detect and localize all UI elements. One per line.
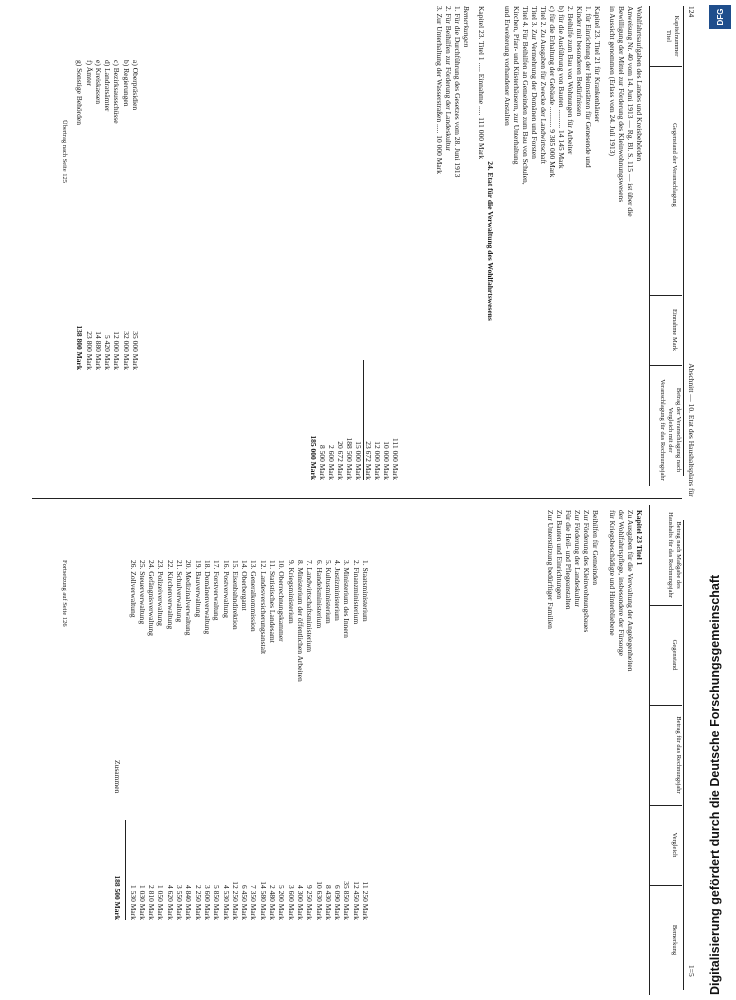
right-list xyxy=(128,560,370,760)
dfg-logo: DFG xyxy=(709,5,731,29)
left-col-header-1: Kapitelnummer Titel xyxy=(665,15,680,57)
left-col-divider-1 xyxy=(650,66,682,67)
right-col-divider-1 xyxy=(650,605,682,606)
page-number-left: 124 xyxy=(687,6,696,18)
page-number-right: 1=5 xyxy=(687,965,696,977)
list-item: d) Landratsämter xyxy=(103,60,113,112)
list-item: 12. Landesversicherungsanstalt xyxy=(258,560,268,655)
list-item: 17. Forstverwaltung xyxy=(212,560,222,621)
right-col-header-2: Gegenstand xyxy=(671,639,678,671)
right-col-header-3: Betrag für das Rechnungsjahr xyxy=(675,716,682,794)
list-item: a) Oberpräsidien xyxy=(131,60,140,111)
left-col-divider-3 xyxy=(650,365,682,366)
footnote-left: Übertrag nach Seite 125 xyxy=(61,120,68,183)
list-item: 13. Generalkommission xyxy=(249,560,259,632)
header-rule-right xyxy=(683,520,684,990)
right-col-divider-4 xyxy=(650,885,682,886)
list-item: 23. Polizeiverwaltung xyxy=(156,560,166,626)
list-item: 9. Kriegsministerium xyxy=(286,560,296,624)
list-item: f) Ämter xyxy=(84,60,94,87)
right-total-label: Zusammen xyxy=(113,760,122,794)
list-item: 15. Eisenbahndirektion xyxy=(230,560,240,630)
left-bottom-values: 35 000 Mark 32 000 Mark 12 000 Mark 5 420 Mark 14 880 Mark 23 800 Mark 138 800 Mark xyxy=(75,325,140,370)
list-item: 21. Schulverwaltung xyxy=(175,560,185,623)
left-col-header-2: Gegenstand der Veranschlagung xyxy=(671,123,678,207)
left-body: Wohlfahrtsaufgaben des Landes und Kreisbehörden Anweisung Nr. 40 vom 14. Juni 1913 — Rg. Bl. S. 115 — ist über die Bewilligung der Mittel zur Förderung des Kleinwohnungswesens in Aussicht genommen (Erlass vom 24. Juli 1913) Kapitel 23. Titel 21 für Krankenhäuser 1. für Einrichtung der Heimstätten für Genesende und Kinder mit besonderen Bedürfnissen 2. Beihilfe zum Bau von Wohnungen für Arbeiter b) für die Ausführung von Bauten .......... 14 145 Mark c) für die Erhaltung der Gebäude ........... 9 385 000 Mark Titel 2. Zu Ausgaben für Zwecke der Landwirtschaft Titel 3. Zur Vermehrung der Domänen und Forsten Titel 4. Für Beihilfen an Gemeinden zum Bau von Schulen, Kirchen, Pfarr- und Küsterhäusern, zur Unterhaltung und Erweiterung vorhandener Anstalten 24. Etat für die Verwaltung des Wohlfahrtswesens Kapitel 23. Titel 1 ..... Einnahme ..... 111 000 Mark Bemerkungen 1. Für die Durchführung des Gesetzes vom 28. Juni 1913 2. Für Beihilfen zur Förderung der Landeskultur 3. Zur Unterhaltung der Wasserstraßen ..... 10 000 Mark xyxy=(435,6,644,321)
list-item: 25. Steuerverwaltung xyxy=(137,560,147,625)
list-item: 1. Staatsministerium xyxy=(361,560,370,622)
right-col-header-4: Vergleich xyxy=(671,832,678,858)
center-divider xyxy=(32,498,682,499)
right-col-divider-3 xyxy=(650,805,682,806)
list-item: 20. Medizinalverwaltung xyxy=(184,560,194,636)
list-item: 19. Bauverwaltung xyxy=(193,560,203,618)
list-item: 2. Finanzministerium xyxy=(351,560,361,625)
left-col-header-3: Einnahme Mark xyxy=(671,308,678,352)
right-col-divider-2 xyxy=(650,705,682,706)
left-bottom-list xyxy=(75,60,140,260)
list-item: c) Bezirksausschüsse xyxy=(112,60,122,124)
list-item: 4. Justizministerium xyxy=(333,560,343,621)
header-rule-left xyxy=(683,6,684,476)
list-item: g) Sonstige Behörden xyxy=(75,60,85,125)
list-item: 7. Landwirtschaftsministerium xyxy=(305,560,315,653)
footnote-right: Fortsetzung auf Seite 126 xyxy=(61,560,68,627)
list-item: 18. Domänenverwaltung xyxy=(202,560,212,635)
list-item: 24. Gefängnisverwaltung xyxy=(147,560,157,636)
list-item: b) Regierungen xyxy=(121,60,131,107)
list-item: 26. Zollverwaltung xyxy=(128,560,138,618)
list-item: 14. Oberbergamt xyxy=(240,560,250,611)
right-col-header-5: Bemerkung xyxy=(671,924,678,956)
left-table-header-rule xyxy=(649,6,650,486)
list-item: 3. Ministerium des Innern xyxy=(342,560,352,638)
list-item: e) Kreiskassen xyxy=(93,60,103,104)
right-total-value: 188 500 Mark xyxy=(113,875,122,920)
dfg-banner xyxy=(700,0,736,1000)
dfg-banner-text: Digitalisierung gefördert durch die Deutsche Forschungsgemeinschaft xyxy=(708,574,722,995)
left-col-divider-2 xyxy=(650,295,682,296)
right-values: 11 250 Mark 12 450 Mark 35 850 Mark 6 090 Mark 8 430 Mark 10 630 Mark 9 250 Mark 4 300 Mark 3 600 Mark 5 200 Mark 2 480 Mark 14 580 Mark 7 350 Mark 6 450 Mark 12 250 Mark 4 530 Mark 5 850 Mark 3 600 Mark 2 250 Mark 4 840 Mark 3 550 Mark 4 620 Mark 1 050 Mark 2 810 Mark 1 030 Mark 1 530 Mark xyxy=(128,881,370,920)
right-table-header-rule xyxy=(649,505,650,995)
right-body: Kapitel 23 Titel 1 Zu Ausgaben für die Verwaltung der Angelegenheiten der Wohlfahrtspflege, insbesondere der Fürsorge für Kriegsbeschädigte und Hinterbliebene Beihilfen für Gemeinden Zur Förderung des Kleinwohnungsbaues Zur Förderung der Landeskultur Für die Heil- und Pflegeanstalten Zu Bauten und Einrichtungen Zur Unterstützung bedürftiger Familien xyxy=(546,510,644,672)
list-item: 10. Oberrechnungskammer xyxy=(277,560,287,642)
list-item: 6. Handelsministerium xyxy=(314,560,324,629)
list-item: 11. Statistisches Landesamt xyxy=(268,560,278,643)
list-item: 5. Kultusministerium xyxy=(323,560,333,624)
right-sum-rule xyxy=(125,820,126,920)
right-col-header-1: Betrag nach Maßgabe des Haushalts für das Rechnungsjahr xyxy=(667,512,682,598)
list-item: 8. Ministerium der öffentlichen Arbeiten xyxy=(295,560,305,682)
left-sums: 111 000 Mark 10 000 Mark 12 000 Mark 23 672 Mark 15 000 Mark 188 500 Mark 20 672 Mark 2 600 Mark 8 500 Mark 185 000 Mark xyxy=(309,360,400,480)
list-item: 16. Postverwaltung xyxy=(221,560,231,618)
left-col-header-4: Betrag der Veranschlagung nach Vergleich mit der Veranschlagung für das Rechnungsjahr xyxy=(659,379,682,481)
list-item: 22. Kirchenverwaltung xyxy=(165,560,175,630)
running-title: Abschnitt — 10. Etat des Haushaltsplans für xyxy=(687,363,696,497)
